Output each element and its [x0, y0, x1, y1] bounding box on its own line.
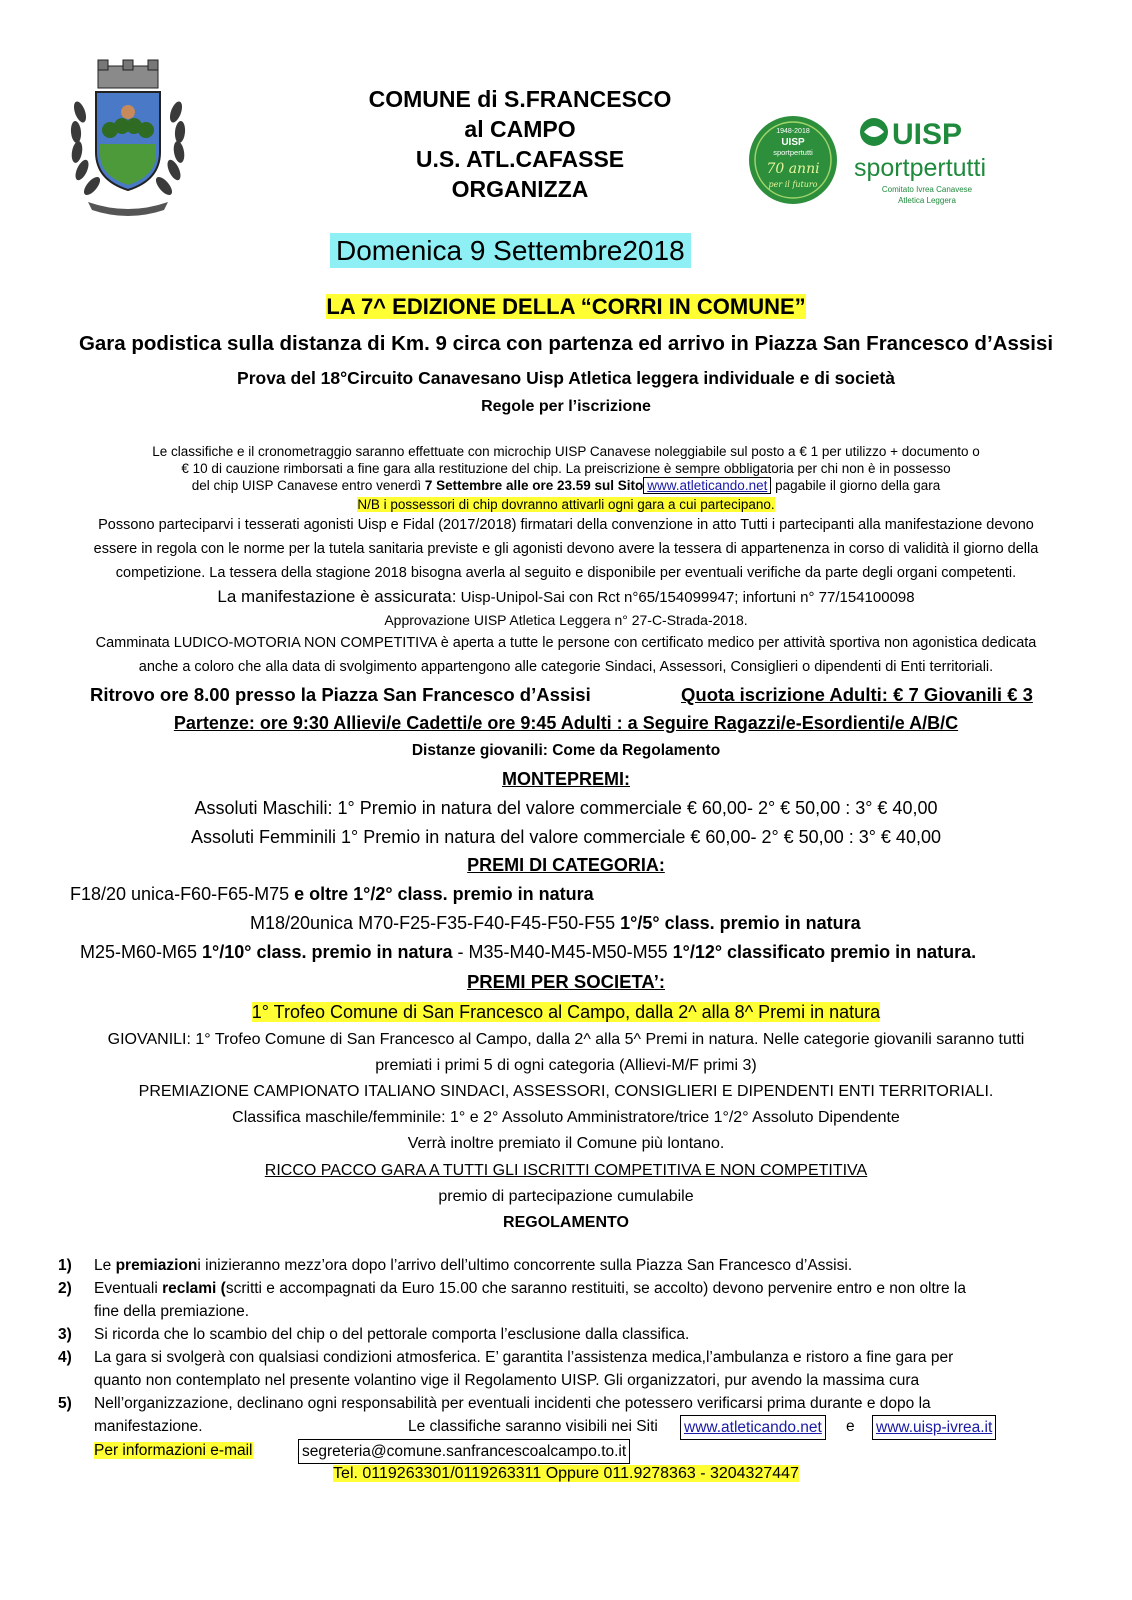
- championship-line: PREMIAZIONE CAMPIONATO ITALIANO SINDACI, ASSESSORI, CONSIGLIERI E DIPENDENTI ENTI TERRITORIALI.: [138, 1083, 994, 1100]
- contact-phones: [0, 1462, 1132, 1486]
- chip-line-3: [0, 477, 1132, 494]
- rule-2-post: scritti e accompagnati da Euro 15.00 che saranno restituiti, se accolto) devono pervenire entro e non oltre la: [225, 1280, 966, 1297]
- rule-4-number: 4): [58, 1349, 72, 1366]
- event-title: [0, 293, 1132, 321]
- manifestazione-text: manifestazione.: [94, 1418, 203, 1435]
- chip-line-3-c: pagabile il giorno della gara: [771, 478, 941, 493]
- start-times: Partenze: ore 9:30 Allievi/e Cadetti/e ore 9:45 Adulti : a Seguire Ragazzi/e-Esordienti/e A/B/C: [173, 713, 959, 733]
- walk-line-1: Camminata LUDICO-MOTORIA NON COMPETITIVA è aperta a tutte le persone con certificato medico per attività sportiva non agonistica dedicata: [95, 635, 1037, 651]
- uisp-logo-text: UISP: [892, 118, 963, 151]
- uisp-committee-2: Atletica Leggera: [898, 196, 956, 205]
- rule-2-cont: fine della premiazione.: [94, 1303, 250, 1320]
- rule-1: [58, 1254, 1088, 1277]
- categories-heading: PREMI DI CATEGORIA:: [467, 855, 665, 875]
- rule-3-number: 3): [58, 1326, 72, 1343]
- society-trophy: [0, 998, 1132, 1026]
- badge-years: 1948-2018: [776, 128, 810, 135]
- rule-1-pre: Le: [94, 1257, 116, 1274]
- organizer-block: [320, 84, 720, 204]
- atleticando-link[interactable]: www.atleticando.net: [643, 477, 771, 494]
- rule-4: [58, 1346, 1088, 1392]
- organizer-line-2: al CAMPO: [464, 116, 576, 142]
- category-row-1: [70, 880, 594, 908]
- chip-line-1: Le classifiche e il cronometraggio saranno effettuate con microchip UISP Canavese noleggiabile sul posto a € 1 per utilizzo + documento o: [152, 444, 980, 459]
- rule-2-bold: reclami (: [162, 1280, 226, 1297]
- organizer-line-3: U.S. ATL.CAFASSE: [415, 146, 625, 172]
- category-row-3-a: M25-M60-M65: [80, 942, 203, 962]
- category-row-2: [250, 909, 861, 937]
- uisp-70-badge: [748, 115, 838, 205]
- category-row-2-b: 1°/5° class. premio in natura: [620, 913, 861, 933]
- rule-2-text: [94, 1277, 966, 1300]
- rule-4-cont: quanto non contemplato nel presente volantino vige il Regolamento UISP. Gli organizzatori, pur avendo la massima cura: [94, 1372, 920, 1389]
- rule-5: [58, 1392, 1088, 1415]
- organizer-line-1: COMUNE di S.FRANCESCO: [368, 86, 672, 112]
- rule-1-text: [94, 1254, 852, 1277]
- meeting-point: Ritrovo ore 8.00 presso la Piazza San Francesco d’Assisi: [90, 684, 591, 705]
- classification-line: Classifica maschile/femminile: 1° e 2° Assoluto Amministratore/trice 1°/2° Assoluto Dipendente: [232, 1109, 900, 1126]
- uisp-ivrea-link[interactable]: www.uisp-ivrea.it: [872, 1415, 996, 1440]
- chip-line-2: € 10 di cauzione rimborsati a fine gara alla restituzione del chip. La preiscrizione è sempre obbligatoria per chi non è in possesso: [181, 461, 951, 476]
- rule-1-number: 1): [58, 1257, 72, 1274]
- eligibility-line-2: essere in regola con le norme per la tutela sanitaria previste e gli agonisti devono avere la tessera di appartenenza in corso di validità il giorno della: [93, 541, 1039, 557]
- chip-nb: [0, 496, 1132, 514]
- regulation-heading: REGOLAMENTO: [503, 1214, 629, 1231]
- eligibility-line-3: competizione. La tessera della stagione 2018 bisogna averla al seguito e disponibile per eventuali verifiche da parte degli organi competenti.: [115, 565, 1017, 581]
- info-email[interactable]: segreteria@comune.sanfrancescoalcampo.to.it: [298, 1439, 630, 1464]
- eligibility-line-1: Possono parteciparvi i tesserati agonisti Uisp e Fidal (2017/2018) firmatari della convenzione in atto Tutti i partecipanti alla manifestazione devono: [98, 517, 1034, 533]
- rule-4-text: La gara si svolgerà con qualsiasi condizioni atmosferica. E’ garantita l’assistenza medica,l’ambulanza e ristoro a fine gara per: [94, 1349, 954, 1366]
- atleticando-site-link[interactable]: www.atleticando.net: [680, 1415, 826, 1440]
- info-label: Per informazioni e-mail: [94, 1442, 253, 1459]
- youth-trophy-2: premiati i primi 5 di ogni categoria (Allievi-M/F primi 3): [375, 1057, 757, 1074]
- prizes-heading: MONTEPREMI:: [502, 769, 630, 789]
- info-row: [94, 1439, 1088, 1463]
- rule-5-number: 5): [58, 1395, 72, 1412]
- farthest-town: Verrà inoltre premiato il Comune più lontano.: [407, 1135, 725, 1152]
- coat-of-arms: [62, 52, 194, 224]
- chip-deadline: 7 Settembre alle ore 23.59 sul Sito: [424, 478, 644, 493]
- prizes-women: Assoluti Femminili 1° Premio in natura del valore commerciale € 60,00- 2° € 50,00 : 3° € 40,00: [191, 827, 941, 847]
- insurance-line: [0, 585, 1132, 610]
- rules-list: [58, 1254, 1088, 1484]
- event-date-text: Domenica 9 Settembre2018: [336, 235, 685, 266]
- rule-1-post: i inizieranno mezz’ora dopo l’arrivo dell’ultimo concorrente sulla Piazza San Francesco d’Assisi.: [197, 1257, 853, 1274]
- event-subtitle: Gara podistica sulla distanza di Km. 9 circa con partenza ed arrivo in Piazza San Francesco d’Assisi: [78, 332, 1054, 355]
- rule-1-bold: premiazion: [115, 1257, 198, 1274]
- badge-future: per il futuro: [768, 180, 818, 189]
- youth-distances: Distanze giovanili: Come da Regolamento: [411, 742, 721, 759]
- category-row-3-c: - M35-M40-M45-M50-M55: [457, 942, 673, 962]
- category-row-3: [80, 938, 976, 966]
- approval-line: Approvazione UISP Atletica Leggera n° 27-C-Strada-2018.: [384, 612, 748, 628]
- sites-and: e: [846, 1418, 855, 1435]
- youth-trophy-1: GIOVANILI: 1° Trofeo Comune di San Francesco al Campo, dalla 2^ alla 5^ Premi in natura. Nelle categorie giovanili saranno tutti: [107, 1031, 1025, 1048]
- category-row-3-d: 1°/12° classificato premio in natura.: [672, 942, 977, 962]
- contact-phones-text: Tel. 0119263301/0119263311 Oppure 011.9278363 - 3204327447: [333, 1465, 799, 1482]
- participation-prize: premio di partecipazione cumulabile: [438, 1188, 694, 1205]
- society-trophy-text: 1° Trofeo Comune di San Francesco al Campo, dalla 2^ alla 8^ Premi in natura: [251, 1002, 881, 1022]
- prizes-men: Assoluti Maschili: 1° Premio in natura del valore commerciale € 60,00- 2° € 50,00 : 3° € 40,00: [194, 798, 938, 818]
- insurance-label: La manifestazione è assicurata:: [217, 587, 457, 606]
- results-sites-label: Le classifiche saranno visibili nei Siti: [408, 1418, 658, 1435]
- rule-2-number: 2): [58, 1280, 72, 1297]
- walk-line-2: anche a coloro che alla data di svolgimento appartengono alle categorie Sindaci, Assessori, Consiglieri o dipendenti di Enti territoriali.: [138, 659, 994, 675]
- registration-fee: Quota iscrizione Adulti: € 7 Giovanili € 3: [681, 684, 1033, 705]
- chip-nb-text: N/B i possessori di chip dovranno attivarli ogni gara a cui partecipano.: [357, 497, 775, 512]
- category-row-2-a: M18/20unica M70-F25-F35-F40-F45-F50-F55: [250, 913, 621, 933]
- rule-3-text: Si ricorda che lo scambio del chip o del pettorale comporta l’esclusione dalla classifica.: [94, 1326, 690, 1343]
- event-title-text: LA 7^ EDIZIONE DELLA “CORRI IN COMUNE”: [326, 294, 806, 319]
- uisp-logo: [852, 114, 1002, 214]
- organizer-line-4: ORGANIZZA: [451, 176, 589, 202]
- chip-line-3-a: del chip UISP Canavese entro venerdì: [191, 478, 425, 493]
- category-row-1-b: e oltre 1°/2° class. premio in natura: [294, 884, 594, 904]
- race-pack: RICCO PACCO GARA A TUTTI GLI ISCRITTI COMPETITIVA E NON COMPETITIVA: [264, 1162, 868, 1179]
- category-row-3-b: 1°/10° class. premio in natura: [202, 942, 458, 962]
- uisp-logo-sub: sportpertutti: [854, 154, 987, 182]
- results-sites-row: [94, 1415, 1088, 1439]
- badge-70: 70 anni: [766, 161, 820, 177]
- society-heading: PREMI PER SOCIETA’:: [466, 971, 666, 992]
- event-date: [330, 233, 691, 268]
- rule-3: [58, 1323, 1088, 1346]
- rule-2: [58, 1277, 1088, 1323]
- rule-2-pre: Eventuali: [94, 1280, 163, 1297]
- uisp-committee: Comitato Ivrea Canavese: [881, 185, 973, 194]
- badge-uisp: UISP: [781, 137, 805, 148]
- circuit-line: Prova del 18°Circuito Canavesano Uisp Atletica leggera individuale e di società: [237, 368, 895, 388]
- badge-sport: sportpertutti: [773, 148, 813, 157]
- rule-5-text: Nell’organizzazione, declinano ogni responsabilità per eventuali incidenti che potessero verificarsi prima durante e dopo la: [94, 1395, 931, 1412]
- category-row-1-a: F18/20 unica-F60-F65-M75: [70, 884, 295, 904]
- insurance-text: Uisp-Unipol-Sai con Rct n°65/154099947; infortuni n° 77/154100098: [456, 589, 915, 606]
- rules-heading: Regole per l’iscrizione: [481, 398, 651, 415]
